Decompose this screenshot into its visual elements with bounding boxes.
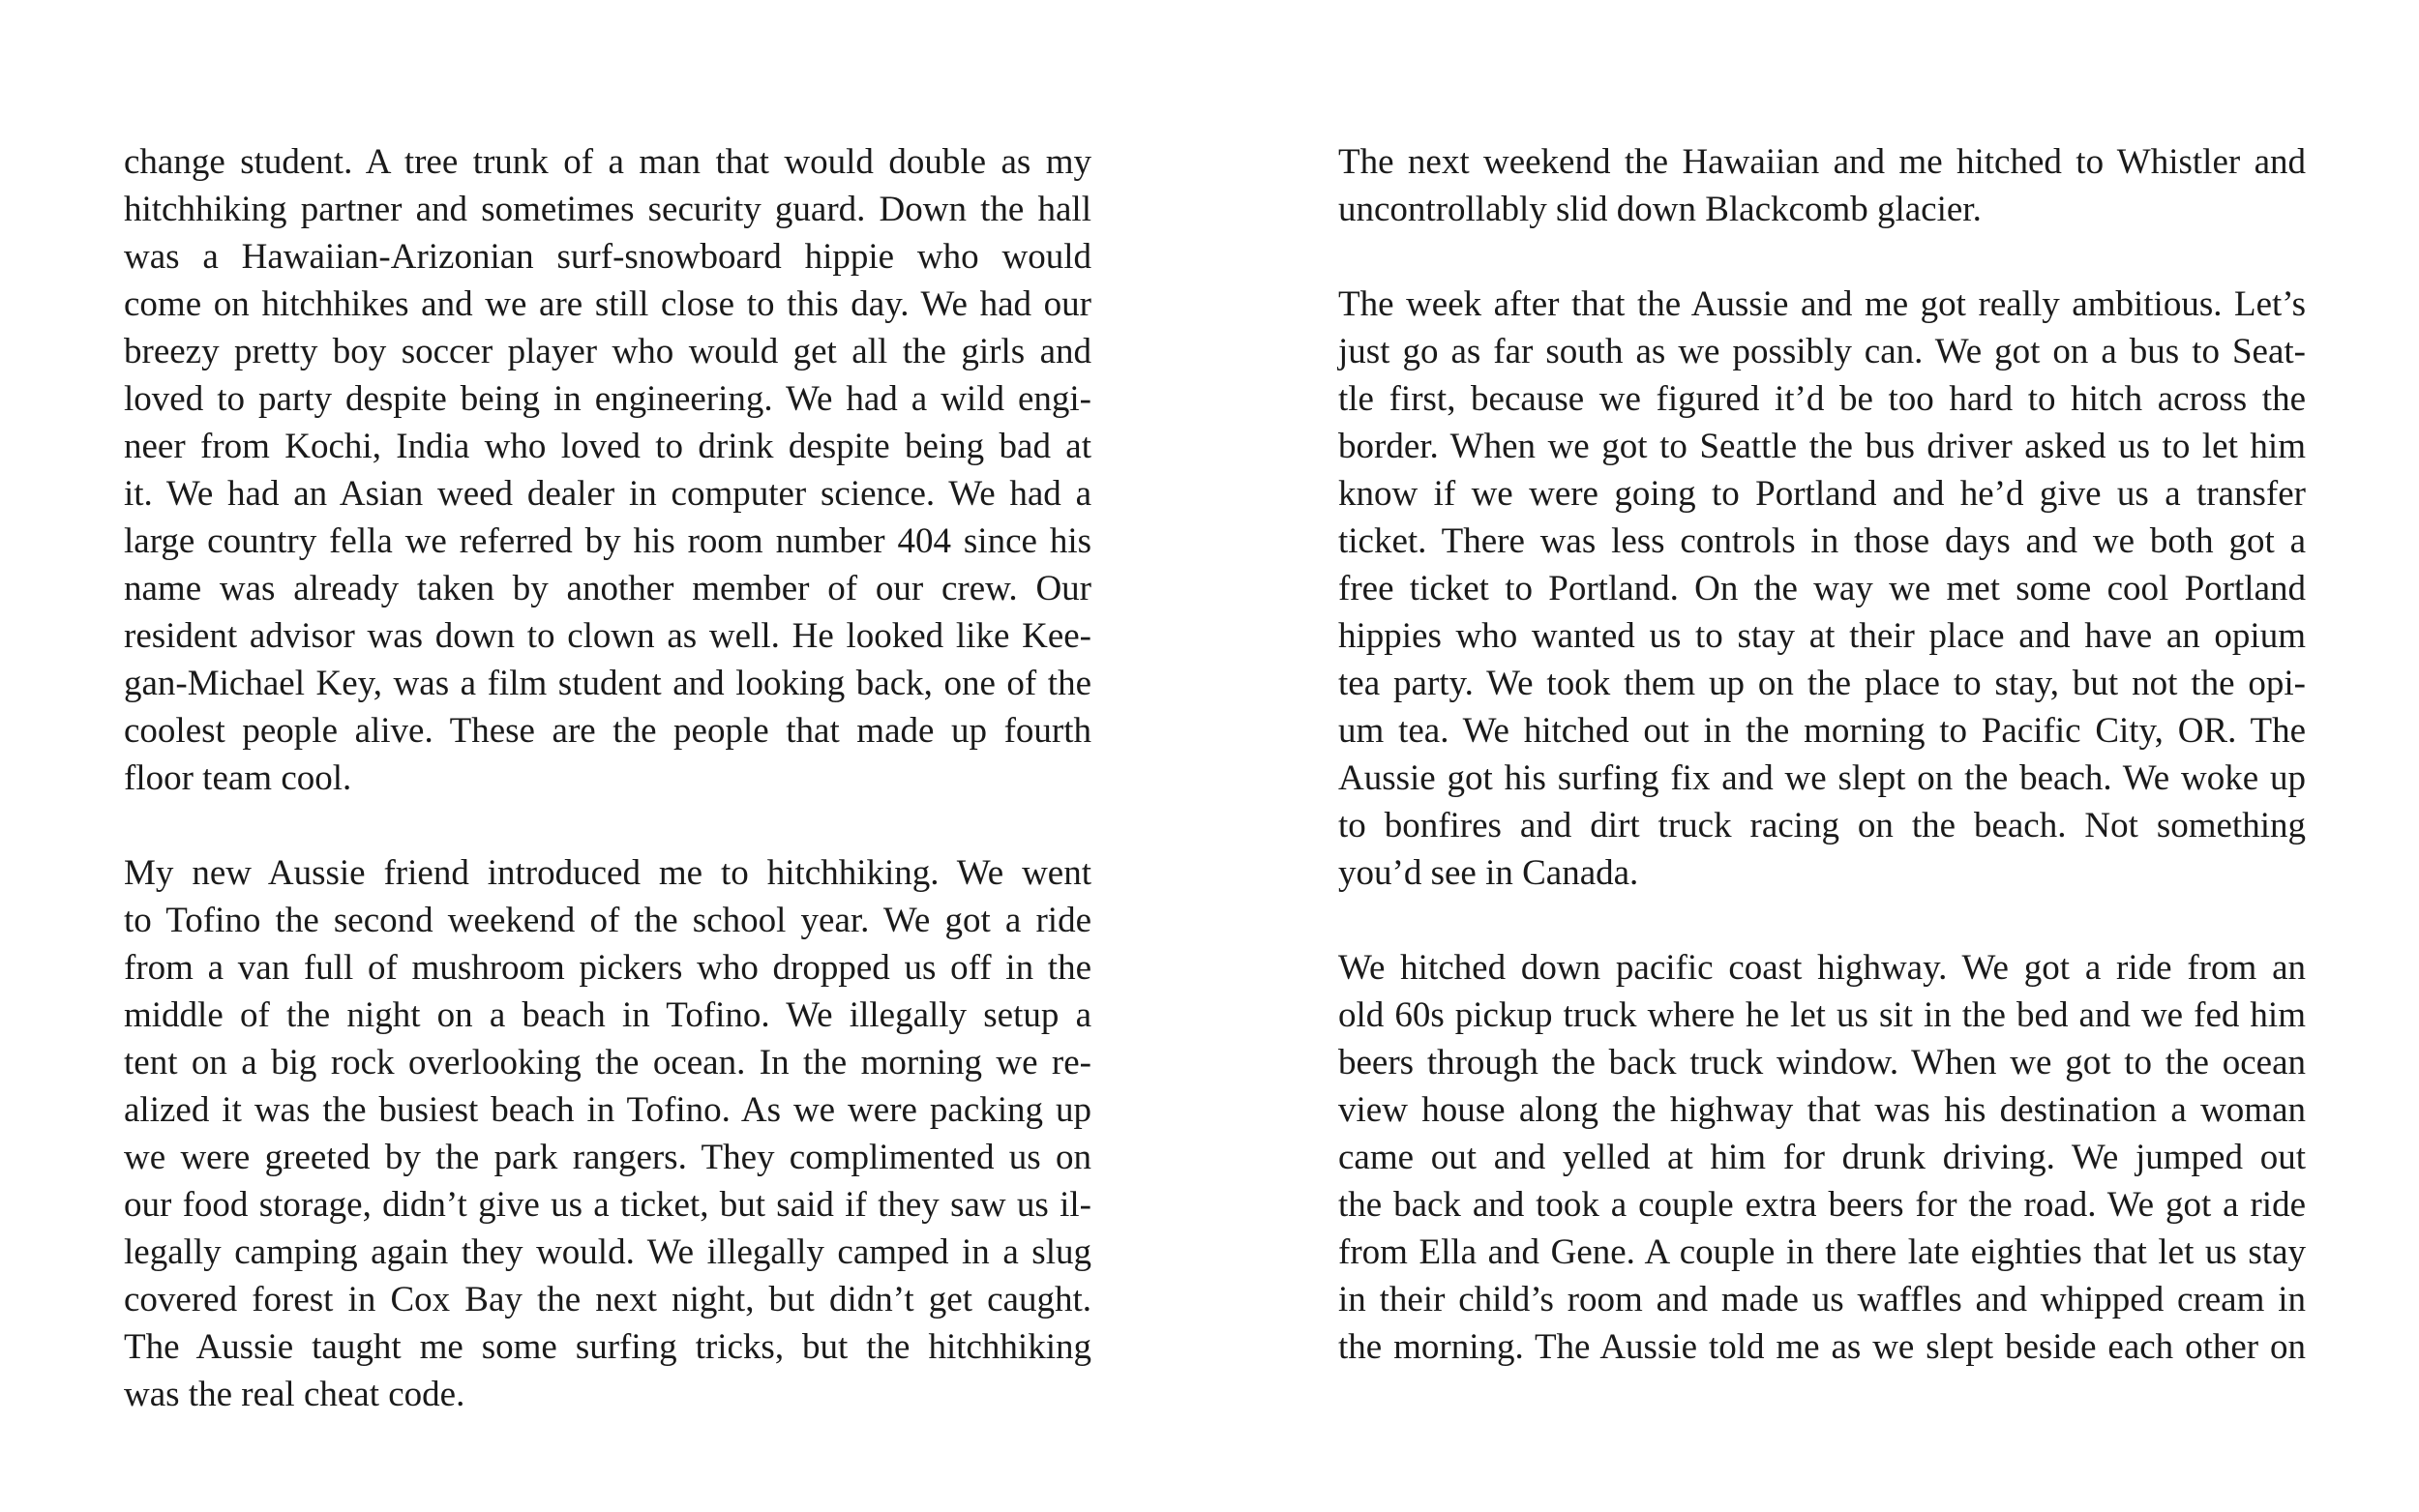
right-paragraph-2 xyxy=(1338,281,2306,897)
text-line: the morning. The Aussie told me as we slept beside each other on xyxy=(1338,1327,2306,1367)
text-line: to Tofino the second weekend of the school year. We got a ride xyxy=(124,901,1091,940)
text-line: coolest people alive. These are the people that made up fourth xyxy=(124,711,1091,751)
text-line: to bonfires and dirt truck racing on the beach. Not something xyxy=(1338,806,2306,845)
text-line: ticket. There was less controls in those days and we both got a xyxy=(1338,521,2306,561)
text-line: We hitched down pacific coast highway. We got a ride from an xyxy=(1338,948,2306,988)
text-line: gan-Michael Key, was a film student and looking back, one of the xyxy=(124,664,1091,703)
text-line: from a van full of mushroom pickers who dropped us off in the xyxy=(124,948,1091,988)
text-line: tent on a big rock overlooking the ocean. In the morning we re- xyxy=(124,1043,1091,1082)
text-line: tea party. We took them up on the place to stay, but not the opi- xyxy=(1338,664,2306,703)
text-line: hippies who wanted us to stay at their place and have an opium xyxy=(1338,616,2306,656)
text-line: come on hitchhikes and we are still close to this day. We had our xyxy=(124,284,1091,324)
right-paragraph-1 xyxy=(1338,138,2306,233)
text-line: know if we were going to Portland and he’d give us a transfer xyxy=(1338,474,2306,514)
text-line: um tea. We hitched out in the morning to Pacific City, OR. The xyxy=(1338,711,2306,751)
text-line: floor team cool. xyxy=(124,758,352,798)
text-line: beers through the back truck window. When we got to the ocean xyxy=(1338,1043,2306,1082)
text-line: tle first, because we figured it’d be too hard to hitch across the xyxy=(1338,379,2306,419)
text-line: large country fella we referred by his room number 404 since his xyxy=(124,521,1091,561)
left-page xyxy=(124,138,1091,1466)
text-line: legally camping again they would. We illegally camped in a slug xyxy=(124,1232,1091,1272)
text-line: free ticket to Portland. On the way we met some cool Portland xyxy=(1338,569,2306,608)
right-page xyxy=(1338,138,2306,1418)
text-line: The week after that the Aussie and me got really ambitious. Let’s xyxy=(1338,284,2306,324)
text-line: old 60s pickup truck where he let us sit in the bed and we fed him xyxy=(1338,995,2306,1035)
text-line: The Aussie taught me some surfing tricks, but the hitchhiking xyxy=(124,1327,1091,1367)
text-line: The next weekend the Hawaiian and me hitched to Whistler and xyxy=(1338,142,2306,182)
text-line: the back and took a couple extra beers for the road. We got a ride xyxy=(1338,1185,2306,1225)
text-line: came out and yelled at him for drunk driving. We jumped out xyxy=(1338,1138,2306,1177)
text-line: was the real cheat code. xyxy=(124,1375,465,1414)
text-line: view house along the highway that was his destination a woman xyxy=(1338,1090,2306,1130)
text-line: neer from Kochi, India who loved to drink despite being bad at xyxy=(124,427,1091,466)
text-line: covered forest in Cox Bay the next night, but didn’t get caught. xyxy=(124,1280,1091,1319)
text-line: name was already taken by another member of our crew. Our xyxy=(124,569,1091,608)
text-line: loved to party despite being in engineering. We had a wild engi- xyxy=(124,379,1091,419)
text-line: just go as far south as we possibly can. We got on a bus to Seat- xyxy=(1338,332,2306,371)
text-line: it. We had an Asian weed dealer in computer science. We had a xyxy=(124,474,1091,514)
text-line: change student. A tree trunk of a man that would double as my xyxy=(124,142,1091,182)
right-paragraph-3 xyxy=(1338,944,2306,1371)
text-line: middle of the night on a beach in Tofino. We illegally setup a xyxy=(124,995,1091,1035)
text-line: resident advisor was down to clown as well. He looked like Kee- xyxy=(124,616,1091,656)
text-line: uncontrollably slid down Blackcomb glacier. xyxy=(1338,190,1982,229)
text-line: border. When we got to Seattle the bus driver asked us to let him xyxy=(1338,427,2306,466)
text-line: our food storage, didn’t give us a ticket, but said if they saw us il- xyxy=(124,1185,1091,1225)
text-line: we were greeted by the park rangers. They complimented us on xyxy=(124,1138,1091,1177)
text-line: alized it was the busiest beach in Tofino. As we were packing up xyxy=(124,1090,1091,1130)
text-line: Aussie got his surfing fix and we slept on the beach. We woke up xyxy=(1338,758,2306,798)
text-line: was a Hawaiian-Arizonian surf-snowboard hippie who would xyxy=(124,237,1091,277)
text-line: breezy pretty boy soccer player who would get all the girls and xyxy=(124,332,1091,371)
text-line: in their child’s room and made us waffles and whipped cream in xyxy=(1338,1280,2306,1319)
left-paragraph-1 xyxy=(124,138,1091,802)
text-line: you’d see in Canada. xyxy=(1338,853,1639,893)
text-line: My new Aussie friend introduced me to hitchhiking. We went xyxy=(124,853,1091,893)
text-line: hitchhiking partner and sometimes security guard. Down the hall xyxy=(124,190,1091,229)
left-paragraph-2 xyxy=(124,849,1091,1418)
text-line: from Ella and Gene. A couple in there late eighties that let us stay xyxy=(1338,1232,2306,1272)
